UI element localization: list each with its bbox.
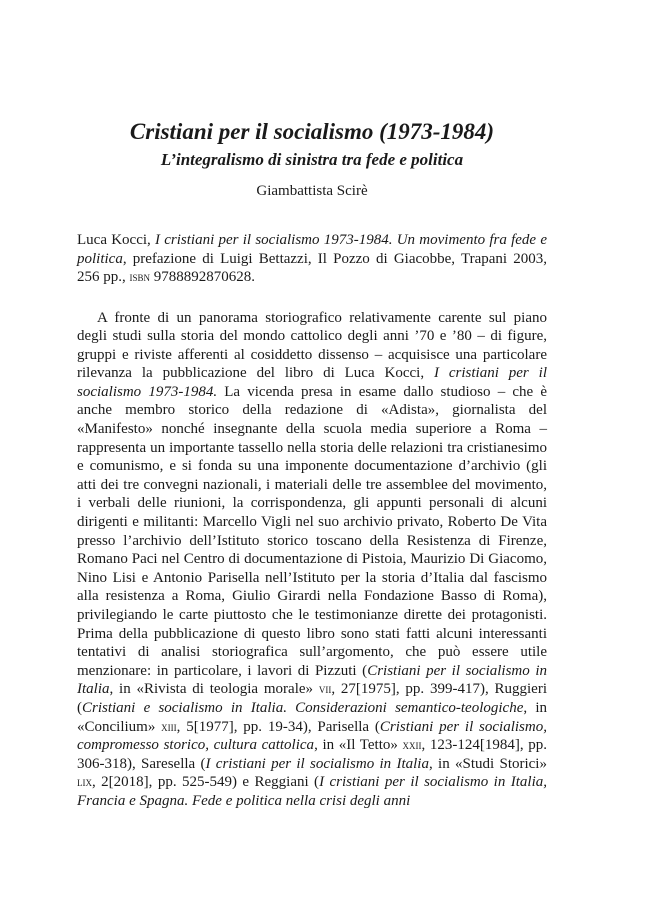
body-text: , 27[1975], pp. 399-417), Ruggieri ( <box>77 681 547 716</box>
body-italic: I cristiani per il socialismo 1973-1984. <box>77 365 547 400</box>
body-italic: I cristiani per il socialismo in Italia <box>205 755 429 772</box>
ref-isbn: 9788892870628. <box>150 269 256 285</box>
ref-book-title: I cristiani per il socialismo 1973-1984. Un movimento fra fede e politica <box>77 232 547 267</box>
body-italic: Cristiani per il socialismo in Italia <box>77 662 548 698</box>
article-title: Cristiani per il socialismo (1973-1984) <box>129 119 495 144</box>
body-smallcaps: lix <box>77 775 92 790</box>
body-text: , in «Il Tetto» <box>314 737 403 754</box>
body-text: , in «Rivista di teologia morale» <box>109 681 319 698</box>
body-italic: Cristiani per il socialismo, compromesso storico, cultura cattolica <box>77 718 547 754</box>
ref-isbn-label: isbn <box>129 270 151 284</box>
body-smallcaps: xxii <box>402 738 422 753</box>
article-subtitle: L’integralismo di sinistra tra fede e politica <box>160 150 464 169</box>
ref-author: Luca Kocci, <box>77 232 156 248</box>
body-text: , 5[1977], pp. 19-34), Parisella ( <box>176 718 380 735</box>
body-text: , 123-124[1984], pp. 306-318), Saresella ( <box>77 737 547 772</box>
body-italic: Cristiani e socialismo in Italia. Considerazioni semantico-teologiche <box>82 699 524 716</box>
body-text: , in «Studi Storici» <box>428 755 547 772</box>
ref-details: , prefazione di Luigi Bettazzi, Il Pozzo di Giacobbe, Trapani 2003, 256 pp., <box>77 250 547 285</box>
body-paragraph <box>77 309 547 811</box>
body-smallcaps: xiii <box>161 719 177 734</box>
body-text: A fronte di un panorama storiografico relativamente carente sul piano degli studi sulla storia del mondo cattolico degli anni ’70 e ’80 – di figure, gruppi e riviste afferenti al cosiddetto dissenso – acquisisce una particolare rilevanza la pubblicazione del libro di Luca Kocci, <box>77 309 547 382</box>
body-smallcaps: vii <box>318 682 332 697</box>
body-italic: I cristiani per il socialismo in Italia, Francia e Spagna. Fede e politica nella crisi degli anni <box>77 774 547 809</box>
article-page <box>77 118 547 811</box>
body-text: , in «Concilium» <box>77 699 547 735</box>
article-author: Giambattista Scirè <box>256 183 368 199</box>
body-text: , 2[2018], pp. 525-549) e Reggiani ( <box>92 774 320 791</box>
book-reference <box>77 231 547 287</box>
body-text: La vicenda presa in esame dallo studioso – che è anche membro storico della redazione di «Adista», giornalista del «Manifesto» nonché insegnante della scuola media superiore a Roma – rappresenta un importante tassello nella storia delle relazioni tra cristianesimo e comunismo, e si fonda su una imponente documentazione d’archivio (gli atti dei tre convegni nazionali, i materiali delle tre assemblee del movimento, i verbali delle riunioni, la corrispondenza, gli appunti personali di alcuni dirigenti e militanti: Marcello Vigli nel suo archivio privato, Roberto De Vita presso l’archivio dell’Istituto storico toscano della Resistenza di Firenze, Romano Paci nel Centro di documentazione di Pistoia, Maurizio Di Giacomo, Nino Lisi e Antonio Parisella nell’Istituto per la storia d’Italia dal fascismo alla resistenza a Roma, Giulio Girardi nella Fondazione Basso di Roma), privilegiando le carte piuttosto che le testimonianze dirette dei protagonisti. Prima della pubblicazione di questo libro sono stati fatti alcuni interessanti tentativi di analisi storiografica sull’argomento, che può essere utile menzionare: in particolare, i lavori di Pizzuti ( <box>77 383 547 679</box>
